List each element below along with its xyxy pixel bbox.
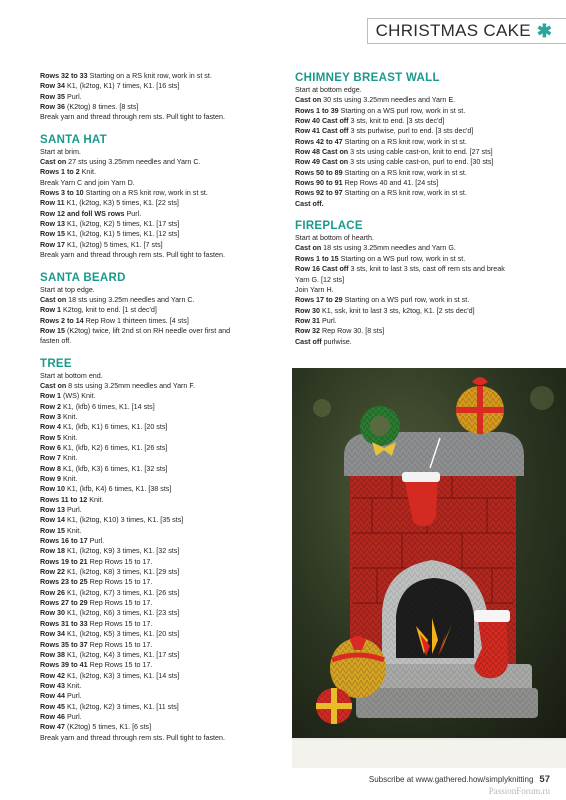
section-gap xyxy=(40,347,280,357)
instruction-label: Rows 27 to 29 xyxy=(40,599,88,608)
instruction-line xyxy=(40,619,280,629)
instruction-text: (K2tog) twice, lift 2nd st on RH needle over first and xyxy=(65,326,231,335)
instruction-line xyxy=(295,178,535,188)
instruction-text: Rep Rows 15 to 17. xyxy=(87,557,153,566)
instruction-line xyxy=(40,495,280,505)
instruction-line xyxy=(295,233,535,243)
instruction-line xyxy=(295,264,535,274)
instruction-text: 3 sts purlwise, purl to end. [3 sts dec'd] xyxy=(348,127,474,136)
instruction-label: Row 43 xyxy=(40,681,65,690)
instruction-line xyxy=(40,219,280,229)
instruction-text: Purl. xyxy=(65,92,82,101)
instruction-text: K1, (kfb, K1) 6 times, K1. [20 sts] xyxy=(61,423,168,432)
section-gap xyxy=(40,261,280,271)
knitted-fireplace-photo xyxy=(292,368,566,768)
instruction-label: Row 42 xyxy=(40,671,65,680)
instruction-line xyxy=(40,371,280,381)
instruction-text: Knit. xyxy=(79,168,96,177)
instruction-line xyxy=(40,722,280,732)
instruction-text: Start at bottom end. xyxy=(40,371,103,380)
instruction-line xyxy=(40,588,280,598)
instruction-label: Row 14 xyxy=(40,516,65,525)
instruction-label: Row 47 xyxy=(40,723,65,732)
instruction-text: (K2tog) 5 times, K1. [6 sts] xyxy=(65,723,152,732)
instruction-text: Purl. xyxy=(87,537,105,546)
instruction-text: K1, (kfb, K2) 6 times, K1. [26 sts] xyxy=(61,443,168,452)
instruction-label: Rows 16 to 17 xyxy=(40,537,88,546)
instruction-label: Cast off xyxy=(295,337,322,346)
instruction-label: Rows 1 to 2 xyxy=(40,168,80,177)
section-header xyxy=(367,18,566,44)
instruction-label: Cast on xyxy=(40,158,67,167)
page-footer xyxy=(369,774,550,785)
instruction-line xyxy=(40,671,280,681)
instruction-text: 3 sts, knit to last 3 sts, cast off rem sts and break xyxy=(348,265,505,274)
instruction-text: K1, (k2tog, K1) 5 times, K1. [12 sts] xyxy=(65,230,180,239)
instruction-text: 3 sts using cable cast-on, purl to end. [30 sts] xyxy=(348,158,494,167)
instruction-label: Row 10 xyxy=(40,485,65,494)
instruction-text: Purl. xyxy=(65,506,82,515)
instruction-line xyxy=(295,126,535,136)
right-column xyxy=(295,71,535,347)
instruction-text: K1, ssk, knit to last 3 sts, k2tog, K1. [2 sts dec'd] xyxy=(320,306,475,315)
instruction-text: K1, (k2tog, K2) 5 times, K1. [17 sts] xyxy=(65,220,180,229)
instruction-text: Start at brim. xyxy=(40,147,81,156)
instruction-line xyxy=(40,629,280,639)
instruction-line xyxy=(40,484,280,494)
instruction-label: Row 41 Cast off xyxy=(295,127,349,136)
instruction-line xyxy=(40,71,280,81)
instruction-line xyxy=(295,337,535,347)
instruction-text: K1, (k2tog, K1) 7 times, K1. [16 sts] xyxy=(65,82,180,91)
instruction-text: 18 sts using 3.25mm needles and Yarn G. xyxy=(321,244,456,253)
instruction-line xyxy=(295,95,535,105)
instruction-text: Purl. xyxy=(124,209,142,218)
instruction-line xyxy=(40,443,280,453)
instruction-line xyxy=(40,433,280,443)
instruction-label: Rows 2 to 14 xyxy=(40,316,84,325)
section-heading: FIREPLACE xyxy=(295,220,363,233)
instruction-line xyxy=(295,243,535,253)
instruction-line xyxy=(40,285,280,295)
instruction-label: Rows 23 to 25 xyxy=(40,578,88,587)
instruction-label: Rows 32 to 33 xyxy=(40,72,88,80)
instruction-line xyxy=(295,285,535,295)
instruction-line xyxy=(295,199,535,209)
instruction-line xyxy=(40,474,280,484)
instruction-label: Row 38 xyxy=(40,650,65,659)
instruction-label: Row 49 Cast on xyxy=(295,158,349,167)
instruction-line xyxy=(40,381,280,391)
instruction-line xyxy=(295,188,535,198)
instruction-label: Row 1 xyxy=(40,392,62,401)
instruction-text: Purl. xyxy=(65,692,82,701)
instruction-line xyxy=(40,112,280,122)
instruction-text: K1, (k2tog, K7) 3 times, K1. [26 sts] xyxy=(65,588,180,597)
instruction-line xyxy=(295,157,535,167)
instruction-text: Rep Rows 15 to 17. xyxy=(87,578,153,587)
instruction-label: Row 18 xyxy=(40,547,65,556)
instruction-line xyxy=(40,577,280,587)
instruction-text: Starting on a WS purl row, work in st st. xyxy=(338,106,466,115)
instruction-label: Row 9 xyxy=(40,475,62,483)
instruction-text: Start at bottom of hearth. xyxy=(295,234,374,243)
instruction-text: Start at bottom edge. xyxy=(295,86,362,94)
instruction-line xyxy=(295,275,535,285)
instruction-line xyxy=(40,557,280,567)
instruction-text: 30 sts using 3.25mm needles and Yarn E. xyxy=(321,96,456,105)
instruction-label: Rows 39 to 41 xyxy=(40,661,88,670)
instruction-label: Row 34 xyxy=(40,82,65,91)
instruction-label: Row 15 xyxy=(40,326,65,335)
instruction-text: 8 sts using 3.25mm needles and Yarn F. xyxy=(66,381,195,390)
instruction-line xyxy=(40,147,280,157)
instruction-text: Starting on a WS purl row, work in st st. xyxy=(342,296,470,305)
instruction-line xyxy=(40,453,280,463)
instruction-line xyxy=(40,567,280,577)
instruction-line xyxy=(40,515,280,525)
instruction-text: Starting on a RS knit row, work in st st. xyxy=(87,72,212,80)
instruction-line xyxy=(40,240,280,250)
instruction-line xyxy=(295,254,535,264)
instruction-text: Rep Row 30. [8 sts] xyxy=(320,327,385,336)
section-heading: CHIMNEY BREAST WALL xyxy=(295,72,440,84)
instruction-text: Purl. xyxy=(65,712,82,721)
instruction-text: Rep Rows 15 to 17. xyxy=(87,661,153,670)
instruction-label: Row 5 xyxy=(40,433,62,442)
instruction-line xyxy=(40,733,280,743)
instruction-text: Knit. xyxy=(65,526,82,535)
instruction-line xyxy=(40,295,280,305)
instruction-text: 3 sts, knit to end. [3 sts dec'd] xyxy=(348,117,445,126)
left-column xyxy=(40,71,280,743)
instruction-text: K1, (k2tog, K2) 3 times, K1. [11 sts] xyxy=(65,702,179,711)
instruction-text: 18 sts using 3.25m needles and Yarn C. xyxy=(66,295,195,304)
instruction-label: Row 6 xyxy=(40,443,62,452)
page-number: 57 xyxy=(539,774,550,785)
instruction-line xyxy=(40,640,280,650)
instruction-line xyxy=(40,167,280,177)
instruction-label: Rows 17 to 29 xyxy=(295,296,343,305)
instruction-line xyxy=(295,326,535,336)
instruction-text: Knit. xyxy=(61,454,78,463)
instruction-line xyxy=(295,85,535,95)
instruction-label: Row 35 xyxy=(40,92,65,101)
instruction-text: Knit. xyxy=(61,475,78,483)
instruction-line xyxy=(295,306,535,316)
instruction-line xyxy=(40,250,280,260)
instruction-text: K1, (k2tog, K8) 3 times, K1. [29 sts] xyxy=(65,568,180,577)
instruction-text: fasten off. xyxy=(40,337,72,346)
instruction-line xyxy=(40,229,280,239)
instruction-label: Rows 90 to 91 xyxy=(295,179,343,188)
instruction-text: K1, (k2tog, K5) 3 times, K1. [20 sts] xyxy=(65,630,180,639)
section-heading: TREE xyxy=(40,357,72,370)
section-gap xyxy=(40,123,280,133)
section-heading: SANTA HAT xyxy=(40,133,108,146)
instruction-label: Row 15 xyxy=(40,230,65,239)
instruction-line xyxy=(40,598,280,608)
instruction-line xyxy=(40,536,280,546)
instruction-line xyxy=(40,526,280,536)
instruction-text: K1, (kfb) 6 times, K1. [14 sts] xyxy=(61,402,155,411)
instruction-label: Row 34 xyxy=(40,630,65,639)
instruction-line xyxy=(40,326,280,336)
instruction-line xyxy=(40,712,280,722)
instruction-line xyxy=(295,168,535,178)
instruction-line xyxy=(295,137,535,147)
instruction-text: Rep Row 1 thirteen times. [4 sts] xyxy=(83,316,189,325)
instruction-line xyxy=(40,650,280,660)
instruction-label: Row 13 xyxy=(40,220,65,229)
instruction-line xyxy=(40,102,280,112)
instruction-text: purlwise. xyxy=(321,337,352,346)
instruction-text: K1, (kfb, K3) 6 times, K1. [32 sts] xyxy=(61,464,168,473)
instruction-text: K1, (k2tog, K9) 3 times, K1. [32 sts] xyxy=(65,547,180,556)
watermark: PassionForum.ru xyxy=(488,786,550,796)
instruction-label: Rows 1 to 39 xyxy=(295,106,339,115)
instruction-line xyxy=(40,660,280,670)
instruction-label: Cast on xyxy=(40,381,67,390)
instruction-text: Knit. xyxy=(65,681,82,690)
instruction-line xyxy=(295,116,535,126)
instruction-label: Rows 3 to 10 xyxy=(40,189,84,198)
instruction-text: Break Yarn C and join Yarn D. xyxy=(40,178,135,187)
instruction-text: Break yarn and thread through rem sts. Pull tight to fasten. xyxy=(40,733,225,742)
instruction-line xyxy=(295,147,535,157)
instruction-label: Row 44 xyxy=(40,692,65,701)
instruction-label: Rows 19 to 21 xyxy=(40,557,88,566)
instruction-line xyxy=(295,316,535,326)
section-title: CHRISTMAS CAKE xyxy=(367,18,535,44)
section-heading: SANTA BEARD xyxy=(40,271,126,284)
instruction-text: Purl. xyxy=(320,316,337,325)
asterisk-star-icon: ✱ xyxy=(535,18,566,44)
instruction-label: Row 26 xyxy=(40,588,65,597)
instruction-line xyxy=(40,505,280,515)
instruction-label: Cast off. xyxy=(295,199,324,208)
instruction-label: Rows 11 to 12 xyxy=(40,495,88,504)
subscribe-link[interactable]: Subscribe at www.gathered.how/simplyknitting xyxy=(368,775,534,784)
instruction-line xyxy=(40,402,280,412)
instruction-label: Cast on xyxy=(295,244,322,253)
instruction-label: Rows 92 to 97 xyxy=(295,189,343,198)
instruction-line xyxy=(40,464,280,474)
instruction-label: Row 31 xyxy=(295,316,320,325)
instruction-text: Starting on a RS knit row, work in st st. xyxy=(342,137,467,146)
instruction-label: Row 7 xyxy=(40,454,62,463)
instruction-text: Rep Rows 15 to 17. xyxy=(87,619,153,628)
instruction-line xyxy=(40,305,280,315)
instruction-text: Start at top edge. xyxy=(40,285,95,294)
instruction-line xyxy=(40,157,280,167)
instruction-line xyxy=(40,198,280,208)
instruction-label: Rows 31 to 33 xyxy=(40,619,88,628)
instruction-label: Rows 50 to 89 xyxy=(295,168,343,177)
instruction-label: Rows 42 to 47 xyxy=(295,137,343,146)
instruction-line xyxy=(40,391,280,401)
instruction-text: K2tog, knit to end. [1 st dec'd] xyxy=(61,306,157,315)
instruction-label: Row 12 and foll WS rows xyxy=(40,209,125,218)
instruction-label: Row 15 xyxy=(40,526,65,535)
instruction-label: Row 32 xyxy=(295,327,320,336)
instruction-label: Row 16 Cast off xyxy=(295,265,349,274)
instruction-label: Row 4 xyxy=(40,423,62,432)
instruction-text: K1, (k2tog, K6) 3 times, K1. [23 sts] xyxy=(65,609,180,618)
instruction-label: Row 1 xyxy=(40,306,62,315)
instruction-line xyxy=(40,316,280,326)
instruction-text: (WS) Knit. xyxy=(61,392,96,401)
instruction-text: Knit. xyxy=(61,412,78,421)
instruction-text: K1, (kfb, K4) 6 times, K1. [38 sts] xyxy=(65,485,172,494)
instruction-line xyxy=(40,209,280,219)
instruction-line xyxy=(40,691,280,701)
instruction-text: K1, (k2tog) 5 times, K1. [7 sts] xyxy=(65,240,163,249)
section-gap xyxy=(295,209,535,219)
instruction-label: Row 11 xyxy=(40,199,65,208)
instruction-line xyxy=(40,422,280,432)
instruction-label: Row 8 xyxy=(40,464,62,473)
instruction-line xyxy=(40,81,280,91)
instruction-text: (K2tog) 8 times. [8 sts] xyxy=(65,103,139,112)
instruction-label: Row 30 xyxy=(40,609,65,618)
instruction-text: Rep Rows 15 to 17. xyxy=(87,640,153,649)
instruction-label: Row 2 xyxy=(40,402,62,411)
instruction-line xyxy=(40,336,280,346)
instruction-text: Starting on a RS knit row, work in st st. xyxy=(342,168,467,177)
instruction-text: Rep Rows 40 and 41. [24 sts] xyxy=(342,179,439,188)
instruction-label: Row 3 xyxy=(40,412,62,421)
instruction-line xyxy=(40,546,280,556)
instruction-text: Break yarn and thread through rem sts. Pull tight to fasten. xyxy=(40,113,225,122)
instruction-label: Row 30 xyxy=(295,306,320,315)
instruction-text: Knit. xyxy=(61,433,78,442)
instruction-label: Row 45 xyxy=(40,702,65,711)
instruction-line xyxy=(295,106,535,116)
instruction-text: Yarn G. [12 sts] xyxy=(295,275,345,284)
instruction-line xyxy=(40,188,280,198)
instruction-label: Row 46 xyxy=(40,712,65,721)
instruction-text: 27 sts using 3.25mm needles and Yarn C. xyxy=(66,158,201,167)
instruction-label: Row 40 Cast off xyxy=(295,117,349,126)
instruction-label: Row 22 xyxy=(40,568,65,577)
instruction-text: Rep Rows 15 to 17. xyxy=(87,599,153,608)
instruction-text: K1, (k2tog, K10) 3 times, K1. [35 sts] xyxy=(65,516,184,525)
instruction-text: Join Yarn H. xyxy=(295,285,334,294)
instruction-text: Break yarn and thread through rem sts. Pull tight to fasten. xyxy=(40,251,225,260)
instruction-text: 3 sts using cable cast-on, knit to end. [27 sts] xyxy=(348,148,493,157)
instruction-label: Rows 35 to 37 xyxy=(40,640,88,649)
instruction-line xyxy=(40,681,280,691)
instruction-text: K1, (k2tog, K3) 3 times, K1. [14 sts] xyxy=(65,671,180,680)
instruction-label: Cast on xyxy=(40,295,67,304)
instruction-text: K1, (k2tog, K4) 3 times, K1. [17 sts] xyxy=(65,650,180,659)
instruction-label: Rows 1 to 15 xyxy=(295,254,339,263)
instruction-line xyxy=(295,295,535,305)
instruction-label: Cast on xyxy=(295,96,322,105)
instruction-label: Row 17 xyxy=(40,240,65,249)
instruction-line xyxy=(40,608,280,618)
instruction-label: Row 36 xyxy=(40,103,65,112)
instruction-line xyxy=(40,412,280,422)
instruction-line xyxy=(40,92,280,102)
instruction-label: Row 13 xyxy=(40,506,65,515)
instruction-line xyxy=(40,702,280,712)
instruction-text: Knit. xyxy=(87,495,104,504)
instruction-text: Starting on a WS purl row, work in st st. xyxy=(338,254,466,263)
instruction-text: Starting on a RS knit row, work in st st. xyxy=(342,189,467,198)
instruction-line xyxy=(40,178,280,188)
instruction-text: Starting on a RS knit row, work in st st. xyxy=(83,189,208,198)
instruction-text: K1, (k2tog, K3) 5 times, K1. [22 sts] xyxy=(64,199,179,208)
instruction-label: Row 48 Cast on xyxy=(295,148,349,157)
